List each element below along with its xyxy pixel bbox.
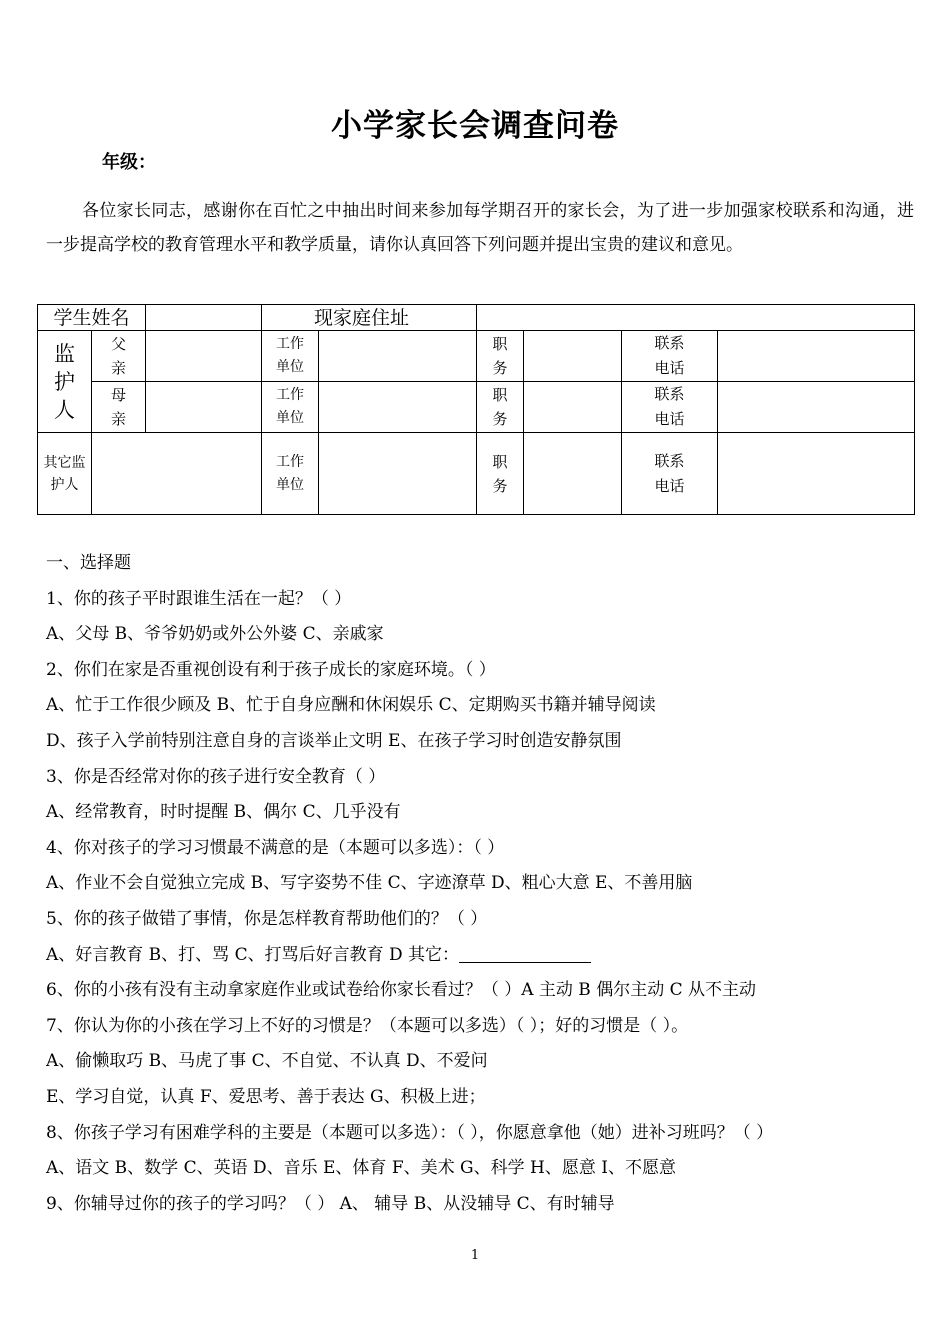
father-phone-label: 联系电话 xyxy=(622,331,718,382)
question-7: 7、你认为你的小孩在学习上不好的习惯是？（本题可以多选）（ ）；好的习惯是（ ）。 xyxy=(46,1015,689,1036)
father-phone-cell[interactable] xyxy=(718,331,915,382)
father-work-unit-cell[interactable] xyxy=(319,331,477,382)
page-title: 小学家长会调查问卷 xyxy=(331,108,619,144)
other-position-label: 职务 xyxy=(477,433,524,515)
student-name-cell[interactable] xyxy=(146,305,262,331)
mother-label: 母亲 xyxy=(92,382,146,433)
question-1: 1、你的孩子平时跟谁生活在一起？（ ） xyxy=(46,588,352,609)
other-phone-label: 联系电话 xyxy=(622,433,718,515)
mother-position-label: 职务 xyxy=(477,382,524,433)
other-work-unit-cell[interactable] xyxy=(319,433,477,515)
page-number: 1 xyxy=(470,1248,480,1263)
question-7-options-b: E、学习自觉，认真 F、爱思考、善于表达 G、积极上进； xyxy=(46,1086,486,1107)
father-position-cell[interactable] xyxy=(524,331,622,382)
other-guardian-name-cell[interactable] xyxy=(92,433,262,515)
question-6: 6、你的小孩有没有主动拿家庭作业或试卷给你家长看过？（ ）A 主动 B 偶尔主动 C 从不主动 xyxy=(46,980,757,1001)
question-2-options-a: A、忙于工作很少顾及 B、忙于自身应酬和休闲娱乐 C、定期购买书籍并辅导阅读 xyxy=(46,695,656,716)
address-cell[interactable] xyxy=(477,305,915,331)
question-list xyxy=(46,546,926,1222)
address-label: 现家庭住址 xyxy=(262,305,477,331)
section-heading: 一、选择题 xyxy=(46,553,131,573)
question-7-options-a: A、偷懒取巧 B、马虎了事 C、不自觉、不认真 D、不爱问 xyxy=(46,1051,488,1072)
question-2-options-b: D、孩子入学前特别注意自身的言谈举止文明 E、在孩子学习时创造安静氛围 xyxy=(46,730,622,751)
mother-phone-cell[interactable] xyxy=(718,382,915,433)
other-position-cell[interactable] xyxy=(524,433,622,515)
other-answer-blank[interactable] xyxy=(459,948,591,963)
mother-name-cell[interactable] xyxy=(146,382,262,433)
father-label: 父亲 xyxy=(92,331,146,382)
question-3: 3、你是否经常对你的孩子进行安全教育（ ） xyxy=(46,766,386,787)
question-3-options: A、经常教育，时时提醒 B、偶尔 C、几乎没有 xyxy=(46,802,401,823)
other-work-unit-label: 工作单位 xyxy=(262,433,319,515)
father-work-unit-label: 工作单位 xyxy=(262,331,319,382)
question-5-options: A、好言教育 B、打、骂 C、打骂后好言教育 D 其它： xyxy=(46,938,926,974)
other-phone-cell[interactable] xyxy=(718,433,915,515)
grade-label: 年级： xyxy=(102,152,156,173)
student-name-label: 学生姓名 xyxy=(38,305,146,331)
question-8: 8、你孩子学习有困难学科的主要是（本题可以多选）：（ ），你愿意拿他（她）进补习班吗？（ ） xyxy=(46,1122,774,1143)
question-1-options: A、父母 B、爷爷奶奶或外公外婆 C、亲戚家 xyxy=(46,624,384,645)
question-8-options: A、语文 B、数学 C、英语 D、音乐 E、体育 F、美术 G、科学 H、愿意 I、不愿意 xyxy=(46,1158,676,1179)
intro-paragraph: 各位家长同志，感谢你在百忙之中抽出时间来参加每学期召开的家长会，为了进一步加强家校联系和沟通，进一步提高学校的教育管理水平和教学质量，请你认真回答下列问题并提出宝贵的建议和意见。 xyxy=(46,201,914,255)
father-name-cell[interactable] xyxy=(146,331,262,382)
question-4-options: A、作业不会自觉独立完成 B、写字姿势不佳 C、字迹潦草 D、粗心大意 E、不善用脑 xyxy=(46,873,693,894)
mother-work-unit-cell[interactable] xyxy=(319,382,477,433)
question-2: 2、你们在家是否重视创设有利于孩子成长的家庭环境。（ ） xyxy=(46,659,496,680)
question-9: 9、你辅导过你的孩子的学习吗？（ ） A、 辅导 B、从没辅导 C、有时辅导 xyxy=(46,1193,615,1214)
mother-position-cell[interactable] xyxy=(524,382,622,433)
father-position-label: 职务 xyxy=(477,331,524,382)
mother-work-unit-label: 工作单位 xyxy=(262,382,319,433)
guardian-label: 监护人 xyxy=(38,331,92,433)
mother-phone-label: 联系电话 xyxy=(622,382,718,433)
question-4: 4、你对孩子的学习习惯最不满意的是（本题可以多选）：（ ） xyxy=(46,837,505,858)
question-5: 5、你的孩子做错了事情，你是怎样教育帮助他们的？（ ） xyxy=(46,908,488,929)
student-info-table xyxy=(37,304,915,515)
other-guardian-label: 其它监护人 xyxy=(38,433,92,515)
